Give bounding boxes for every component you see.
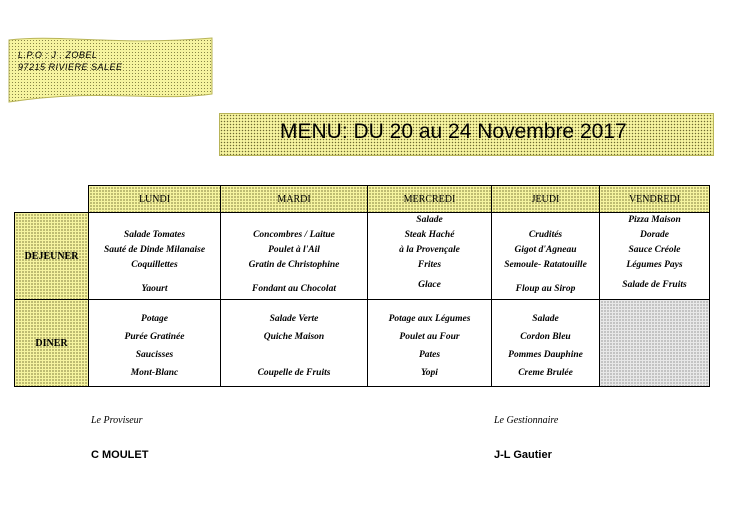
corner-cell: [15, 186, 89, 213]
dejeuner-jeudi: [492, 213, 600, 300]
dish: Coquillettes: [131, 260, 178, 270]
dish: Fondant au Chocolat: [252, 284, 336, 294]
dejeuner-mercredi: [368, 213, 492, 300]
dish: Semoule- Ratatouille: [504, 260, 587, 270]
dish: Concombres / Laitue: [253, 230, 335, 240]
dish: Saucisses: [135, 350, 174, 360]
dish: Pizza Maison: [628, 215, 681, 225]
proviseur-label: Le Proviseur: [91, 415, 143, 426]
dish: Crudités: [528, 230, 563, 240]
dejeuner-lundi: [89, 213, 221, 300]
proviseur-name: C MOULET: [91, 449, 149, 461]
dish: Potage: [141, 314, 168, 324]
dish: Sauce Créole: [628, 245, 681, 255]
dish: Salade de Fruits: [622, 280, 687, 290]
diner-mercredi: [368, 300, 492, 387]
dish: Dorade: [639, 230, 670, 240]
dish: Gratin de Christophine: [248, 260, 340, 270]
dish: Frites: [417, 260, 442, 270]
dish: Cordon Bleu: [520, 332, 571, 342]
dish: Pommes Dauphine: [508, 350, 583, 360]
gestionnaire-name: J-L Gautier: [494, 449, 552, 461]
dish: Yopi: [421, 368, 438, 378]
dish: Steak Haché: [404, 230, 455, 240]
header-row: [15, 186, 710, 213]
dish: Yaourt: [141, 284, 168, 294]
school-banner: [8, 36, 213, 106]
dish: Légumes Pays: [626, 260, 683, 270]
school-name: L.P.O : J . ZOBEL: [18, 50, 98, 60]
dejeuner-row: [15, 213, 710, 300]
dish: Floup au Sirop: [515, 284, 576, 294]
diner-vendredi-empty: [600, 300, 710, 387]
dish: Mont-Blanc: [130, 368, 179, 378]
dish: Salade Tomates: [123, 230, 186, 240]
dish: Poulet au Four: [399, 332, 460, 342]
school-address: 97215 RIVIERE SALEE: [18, 62, 123, 72]
dish: Sauté de Dinde Milanaise: [103, 245, 206, 255]
dish: Pates: [418, 350, 441, 360]
day-header-jeudi: JEUDI: [492, 186, 600, 213]
diner-jeudi: [492, 300, 600, 387]
dish: Poulet à l'Ail: [268, 245, 320, 255]
day-header-mercredi: MERCREDI: [368, 186, 492, 213]
dish: Glace: [418, 280, 441, 290]
dish: Gigot d'Agneau: [514, 245, 577, 255]
menu-table: [14, 185, 710, 387]
dejeuner-mardi: [221, 213, 368, 300]
dish: Quiche Maison: [263, 332, 325, 342]
diner-mardi: [221, 300, 368, 387]
dejeuner-vendredi: [600, 213, 710, 300]
row-label-dejeuner: DEJEUNER: [15, 213, 89, 300]
dish: Salade Verte: [269, 314, 319, 324]
dish: Salade: [416, 215, 443, 225]
menu-title: MENU: DU 20 au 24 Novembre 2017: [280, 120, 627, 143]
day-header-mardi: MARDI: [221, 186, 368, 213]
day-header-vendredi: VENDREDI: [600, 186, 710, 213]
diner-lundi: [89, 300, 221, 387]
dish: Purée Gratinée: [124, 332, 185, 342]
title-box: [219, 113, 714, 156]
dish: à la Provençale: [399, 245, 460, 255]
gestionnaire-label: Le Gestionnaire: [494, 415, 559, 426]
dish: Potage aux Légumes: [388, 314, 471, 324]
dish: Coupelle de Fruits: [257, 368, 331, 378]
dish: [221, 346, 367, 364]
dish: Salade: [532, 314, 559, 324]
dish: Creme Brulée: [518, 368, 573, 378]
day-header-lundi: LUNDI: [89, 186, 221, 213]
diner-row: [15, 300, 710, 387]
row-label-diner: DINER: [15, 300, 89, 387]
